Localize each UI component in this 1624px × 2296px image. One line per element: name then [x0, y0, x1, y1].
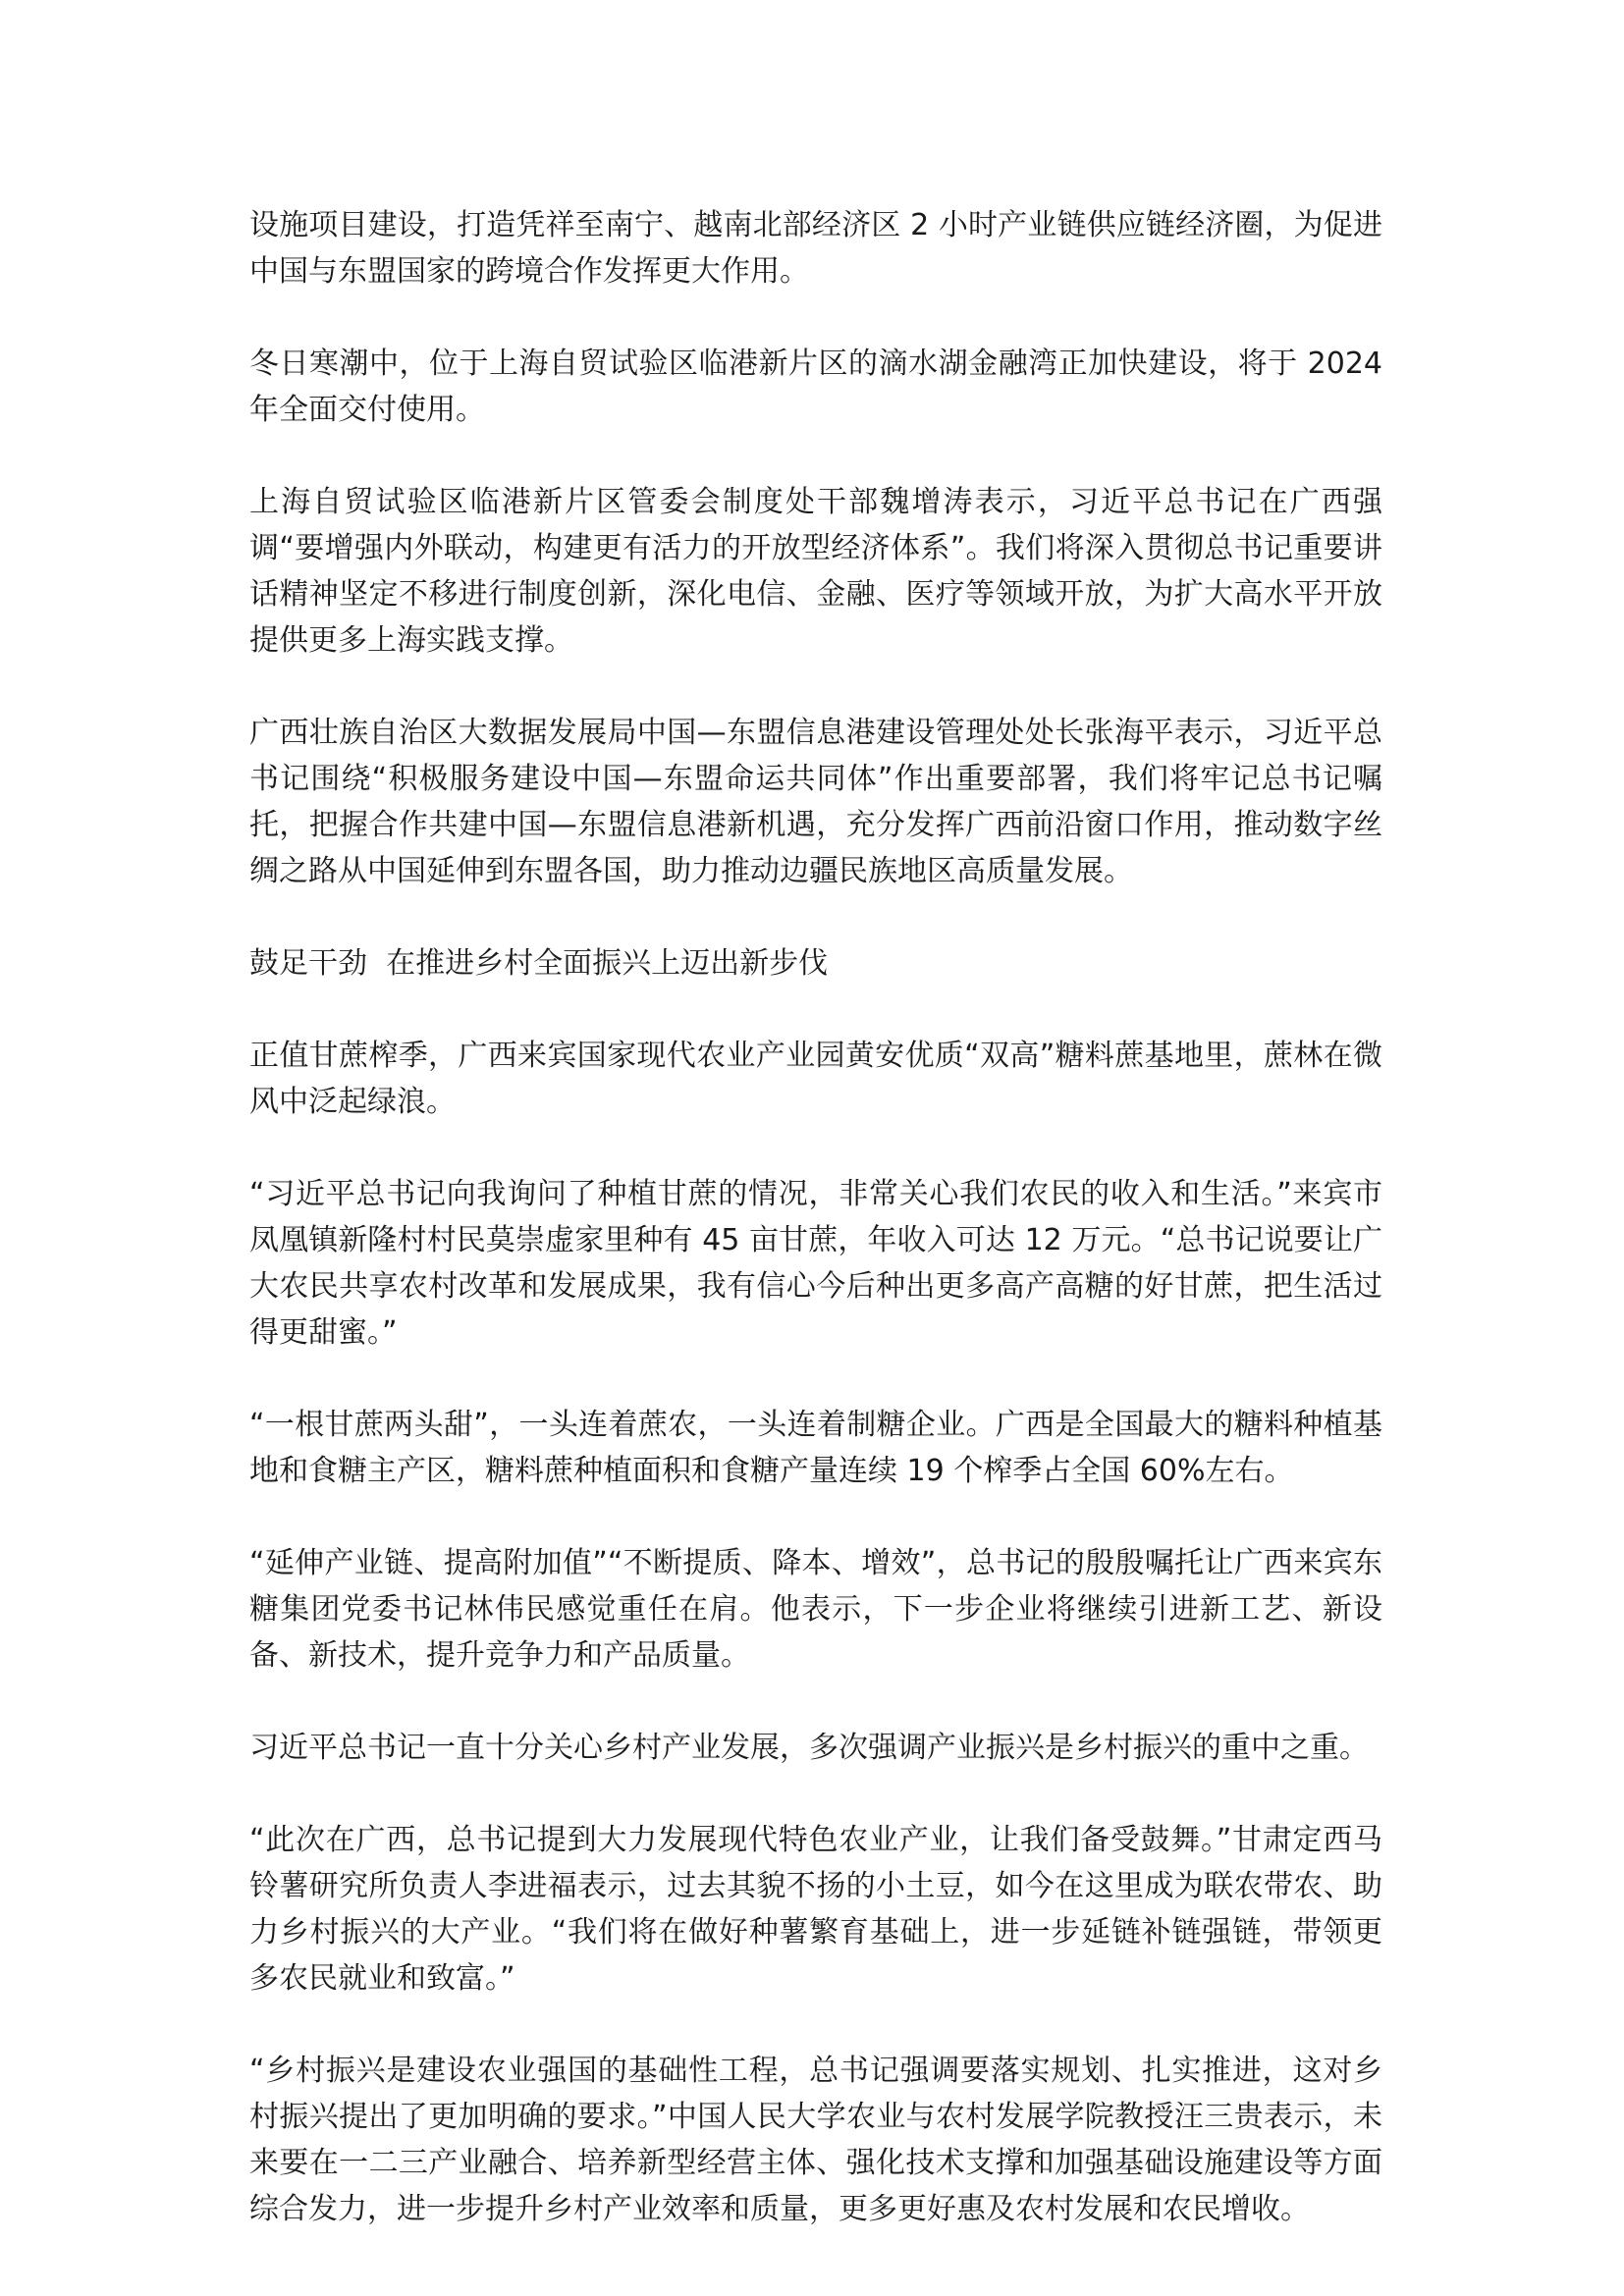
paragraph-industry-chain: “延伸产业链、提高附加值”“不断提质、降本、增效”，总书记的殷殷嘱托让广西来宾东糖集团党委书记林伟民感觉重任在肩。他表示，下一步企业将继续引进新工艺、新设备、新技术，提升竞争力和产品质量。 [249, 1546, 1382, 1673]
paragraph-cross-border-cooperation: 设施项目建设，打造凭祥至南宁、越南北部经济区 2 小时产业链供应链经济圈，为促进中国与东盟国家的跨境合作发挥更大作用。 [249, 208, 1382, 289]
paragraph-rural-industry-focus: 习近平总书记一直十分关心乡村产业发展，多次强调产业振兴是乡村振兴的重中之重。 [249, 1731, 1369, 1765]
paragraph-dishui-lake-finance-bay: 冬日寒潮中，位于上海自贸试验区临港新片区的滴水湖金融湾正加快建设，将于 2024 年全面交付使用。 [249, 347, 1382, 427]
document-page [249, 202, 1382, 2278]
section-heading-rural-revitalization: 鼓足干劲 在推进乡村全面振兴上迈出新步伐 [249, 946, 829, 981]
paragraph-farmer-quote: “习近平总书记向我询问了种植甘蔗的情况，非常关心我们农民的收入和生活。”来宾市凤凰镇新隆村村民莫崇虚家里种有 45 亩甘蔗，年收入可达 12 万元。“总书记说要让广大农民共享农村改革和发展成果，我有信心今后种出更多高产高糖的好甘蔗，把生活过得更甜蜜。” [249, 1177, 1382, 1350]
paragraph-sugar-industry: “一根甘蔗两头甜”，一头连着蔗农，一头连着制糖企业。广西是全国最大的糖料种植基地和食糖主产区，糖料蔗种植面积和食糖产量连续 19 个榨季占全国 60%左右。 [249, 1408, 1382, 1488]
paragraph-agricultural-power: “乡村振兴是建设农业强国的基础性工程，总书记强调要落实规划、扎实推进，这对乡村振兴提出了更加明确的要求。”中国人民大学农业与农村发展学院教授汪三贵表示，未来要在一二三产业融合、培养新型经营主体、强化技术支撑和加强基础设施建设等方面综合发力，进一步提升乡村产业效率和质量，更多更好惠及农村发展和农民增收。 [249, 2054, 1382, 2226]
paragraph-lingang-institution-innovation: 上海自贸试验区临港新片区管委会制度处干部魏增涛表示，习近平总书记在广西强调“要增强内外联动，构建更有活力的开放型经济体系”。我们将深入贯彻总书记重要讲话精神坚定不移进行制度创新，深化电信、金融、医疗等领域开放，为扩大高水平开放提供更多上海实践支撑。 [249, 485, 1382, 658]
paragraph-china-asean-information-port: 广西壮族自治区大数据发展局中国—东盟信息港建设管理处处长张海平表示，习近平总书记围绕“积极服务建设中国—东盟命运共同体”作出重要部署，我们将牢记总书记嘱托，把握合作共建中国—东盟信息港新机遇，充分发挥广西前沿窗口作用，推动数字丝绸之路从中国延伸到东盟各国，助力推动边疆民族地区高质量发展。 [249, 716, 1382, 888]
paragraph-sugarcane-base: 正值甘蔗榨季，广西来宾国家现代农业产业园黄安优质“双高”糖料蔗基地里，蔗林在微风中泛起绿浪。 [249, 1039, 1382, 1119]
paragraph-potato-research: “此次在广西，总书记提到大力发展现代特色农业产业，让我们备受鼓舞。”甘肃定西马铃薯研究所负责人李进福表示，过去其貌不扬的小土豆，如今在这里成为联农带农、助力乡村振兴的大产业。“我们将在做好种薯繁育基础上，进一步延链补链强链，带领更多农民就业和致富。” [249, 1823, 1382, 1996]
